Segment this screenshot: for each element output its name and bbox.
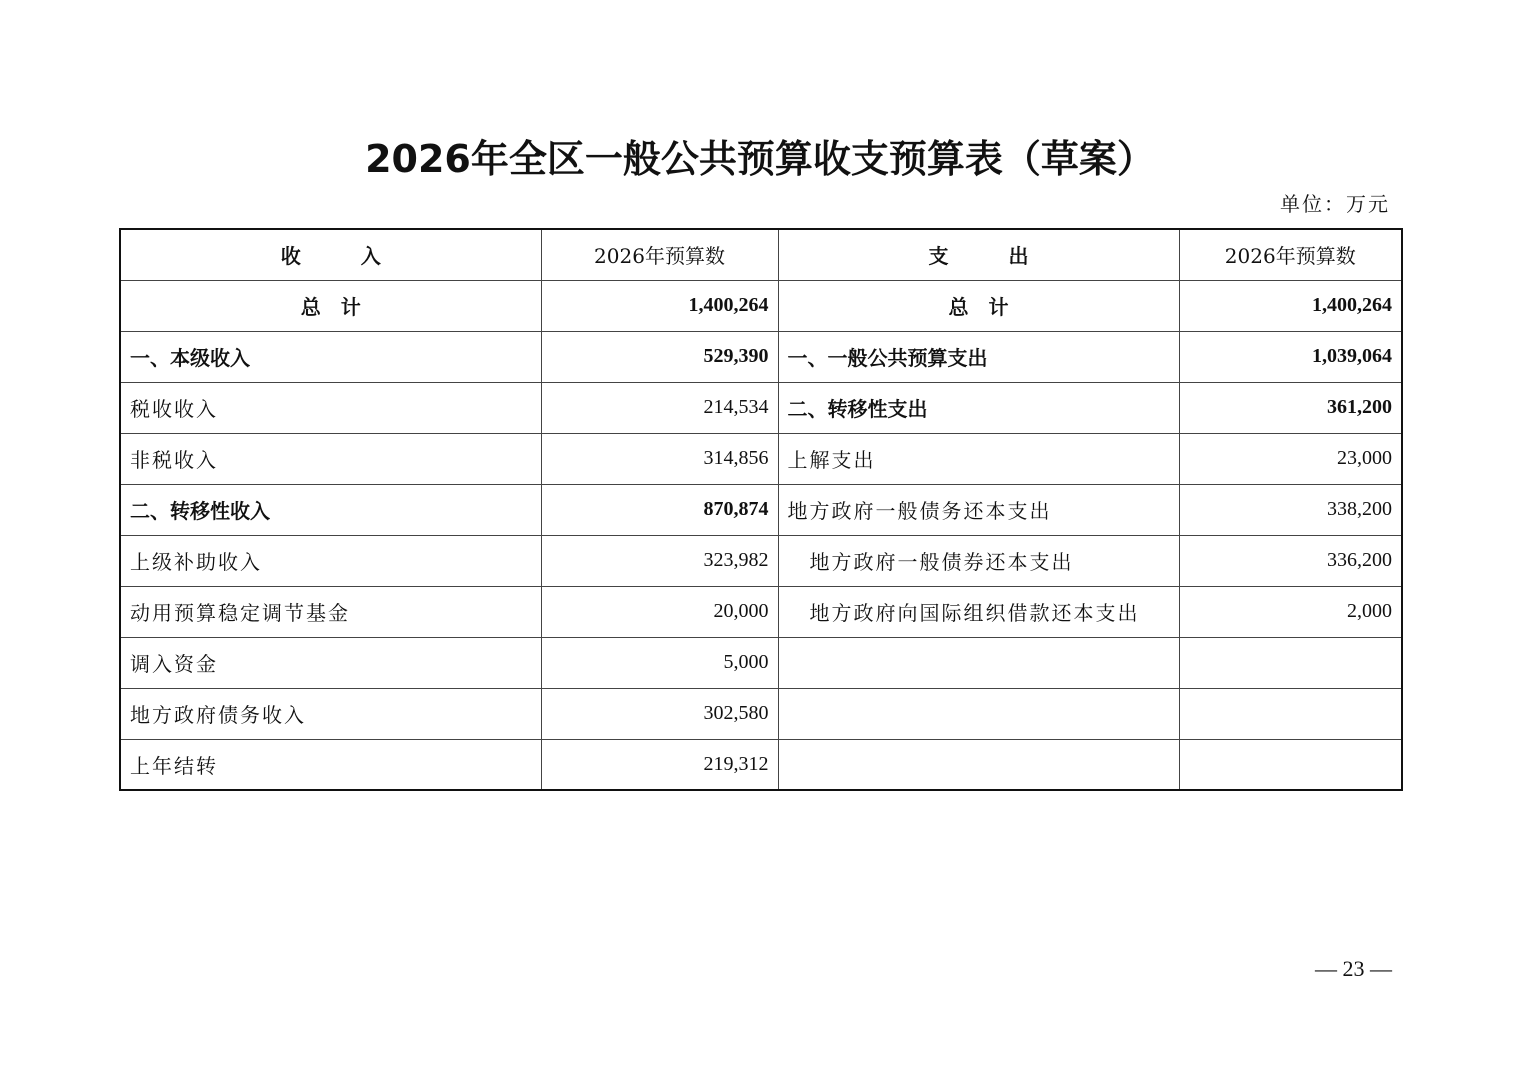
income-value: 529,390 bbox=[541, 331, 778, 382]
expense-value bbox=[1179, 739, 1402, 790]
expense-label: 上解支出 bbox=[778, 433, 1179, 484]
income-label: 调入资金 bbox=[120, 637, 541, 688]
expense-value: 1,039,064 bbox=[1179, 331, 1402, 382]
income-value: 870,874 bbox=[541, 484, 778, 535]
header-expense-budget: 2026年预算数 bbox=[1179, 229, 1402, 280]
income-value: 314,856 bbox=[541, 433, 778, 484]
income-label: 税收收入 bbox=[120, 382, 541, 433]
income-value: 214,534 bbox=[541, 382, 778, 433]
income-value: 20,000 bbox=[541, 586, 778, 637]
header-expense: 支 出 bbox=[778, 229, 1179, 280]
table-row bbox=[120, 484, 1402, 535]
page-title: 2026年全区一般公共预算收支预算表（草案） bbox=[365, 137, 1155, 181]
expense-value bbox=[1179, 688, 1402, 739]
income-value: 219,312 bbox=[541, 739, 778, 790]
budget-table bbox=[119, 228, 1403, 791]
total-expense-value: 1,400,264 bbox=[1179, 280, 1402, 331]
expense-value: 2,000 bbox=[1179, 586, 1402, 637]
table-row bbox=[120, 739, 1402, 790]
expense-label: 地方政府一般债务还本支出 bbox=[778, 484, 1179, 535]
header-income: 收 入 bbox=[120, 229, 541, 280]
income-label: 一、本级收入 bbox=[120, 331, 541, 382]
expense-label bbox=[778, 688, 1179, 739]
expense-value: 338,200 bbox=[1179, 484, 1402, 535]
income-label: 上级补助收入 bbox=[120, 535, 541, 586]
income-label: 动用预算稳定调节基金 bbox=[120, 586, 541, 637]
table-row bbox=[120, 637, 1402, 688]
table-row bbox=[120, 586, 1402, 637]
page-number: — 23 — bbox=[1315, 956, 1392, 981]
expense-label bbox=[778, 637, 1179, 688]
expense-value bbox=[1179, 637, 1402, 688]
total-income-label: 总 计 bbox=[120, 280, 541, 331]
unit-label: 单位：万元 bbox=[1280, 192, 1390, 216]
table-row bbox=[120, 433, 1402, 484]
table-row bbox=[120, 331, 1402, 382]
expense-label: 地方政府向国际组织借款还本支出 bbox=[778, 586, 1179, 637]
total-expense-label: 总 计 bbox=[778, 280, 1179, 331]
total-income-value: 1,400,264 bbox=[541, 280, 778, 331]
income-label: 非税收入 bbox=[120, 433, 541, 484]
income-value: 323,982 bbox=[541, 535, 778, 586]
income-value: 5,000 bbox=[541, 637, 778, 688]
expense-label: 地方政府一般债券还本支出 bbox=[778, 535, 1179, 586]
table-header-row bbox=[120, 229, 1402, 280]
expense-label: 二、转移性支出 bbox=[778, 382, 1179, 433]
table-row bbox=[120, 535, 1402, 586]
income-label: 二、转移性收入 bbox=[120, 484, 541, 535]
expense-value: 336,200 bbox=[1179, 535, 1402, 586]
income-label: 上年结转 bbox=[120, 739, 541, 790]
expense-label bbox=[778, 739, 1179, 790]
header-income-budget: 2026年预算数 bbox=[541, 229, 778, 280]
expense-value: 23,000 bbox=[1179, 433, 1402, 484]
income-value: 302,580 bbox=[541, 688, 778, 739]
income-label: 地方政府债务收入 bbox=[120, 688, 541, 739]
total-row bbox=[120, 280, 1402, 331]
expense-value: 361,200 bbox=[1179, 382, 1402, 433]
table-row bbox=[120, 382, 1402, 433]
expense-label: 一、一般公共预算支出 bbox=[778, 331, 1179, 382]
table-row bbox=[120, 688, 1402, 739]
